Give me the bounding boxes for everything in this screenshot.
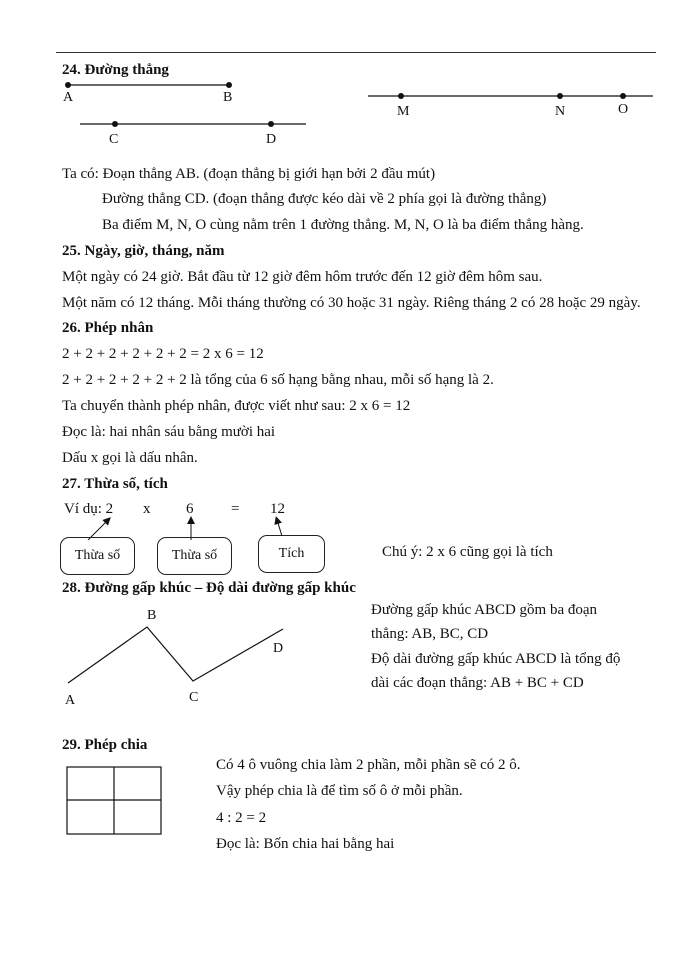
s27-equals: = <box>231 501 240 517</box>
s26-line2: 2 + 2 + 2 + 2 + 2 + 2 là tổng của 6 số hạng bằng nhau, mỗi số hạng là 2. <box>62 372 494 388</box>
s27-six: 6 <box>186 501 194 517</box>
label-d-poly: D <box>273 641 284 656</box>
s25-heading: 25. Ngày, giờ, tháng, năm <box>62 243 225 259</box>
s26-line5: Dấu x gọi là dấu nhân. <box>62 450 198 466</box>
s26-line3: Ta chuyển thành phép nhân, được viết như sau: 2 x 6 = 12 <box>62 398 411 414</box>
s26-heading: 26. Phép nhân <box>62 320 154 336</box>
s24-heading: 24. Đường thẳng <box>62 62 169 78</box>
label-c-poly: C <box>189 690 199 705</box>
s27-heading: 27. Thừa số, tích <box>62 476 168 492</box>
s24-line2: Đường thẳng CD. (đoạn thẳng được kéo dài về 2 phía gọi là đường thẳng) <box>102 191 547 207</box>
s27-example: Ví dụ: 2 <box>64 501 114 517</box>
s29-line4: Đọc là: Bốn chia hai bằng hai <box>216 836 395 852</box>
s26-line1: 2 + 2 + 2 + 2 + 2 + 2 = 2 x 6 = 12 <box>62 346 264 362</box>
s28-heading: 28. Đường gấp khúc – Độ dài đường gấp khúc <box>62 580 356 596</box>
s24-line1: Ta có: Đoạn thẳng AB. (đoạn thẳng bị giới hạn bởi 2 đầu mút) <box>62 166 436 182</box>
s24-line3: Ba điểm M, N, O cùng nằm trên 1 đường thẳng. M, N, O là ba điểm thẳng hàng. <box>102 217 584 233</box>
s27-times: x <box>143 501 151 517</box>
s25-line1: Một ngày có 24 giờ. Bắt đầu từ 12 giờ đêm hôm trước đến 12 giờ đêm hôm sau. <box>62 269 543 285</box>
label-b: B <box>223 90 233 105</box>
s28-line2: thẳng: AB, BC, CD <box>371 626 489 642</box>
label-o: O <box>618 102 629 117</box>
s25-line2: Một năm có 12 tháng. Mỗi tháng thường có 30 hoặc 31 ngày. Riêng tháng 2 có 28 hoặc 29 ngày. <box>62 295 641 311</box>
s29-line3: 4 : 2 = 2 <box>216 810 267 826</box>
box-factor1: Thừa số <box>60 537 135 575</box>
box-product: Tích <box>258 535 325 573</box>
label-b-poly: B <box>147 608 157 623</box>
box-factor2: Thừa số <box>157 537 232 575</box>
s26-line4: Đọc là: hai nhân sáu bằng mười hai <box>62 424 276 440</box>
s29-heading: 29. Phép chia <box>62 737 148 753</box>
label-n: N <box>555 104 566 119</box>
label-c: C <box>109 132 119 147</box>
s28-line1: Đường gấp khúc ABCD gồm ba đoạn <box>371 602 598 618</box>
s28-line4: dài các đoạn thẳng: AB + BC + CD <box>371 675 584 691</box>
s28-line3: Độ dài đường gấp khúc ABCD là tổng độ <box>371 651 621 667</box>
label-m: M <box>397 104 410 119</box>
s29-line1: Có 4 ô vuông chia làm 2 phần, mỗi phần sẽ có 2 ô. <box>216 757 521 773</box>
label-a-poly: A <box>65 693 76 708</box>
s27-note: Chú ý: 2 x 6 cũng gọi là tích <box>382 544 553 560</box>
s27-twelve: 12 <box>270 501 285 517</box>
s29-line2: Vậy phép chia là để tìm số ô ở mỗi phần. <box>216 783 463 799</box>
label-d: D <box>266 132 277 147</box>
label-a: A <box>63 90 74 105</box>
